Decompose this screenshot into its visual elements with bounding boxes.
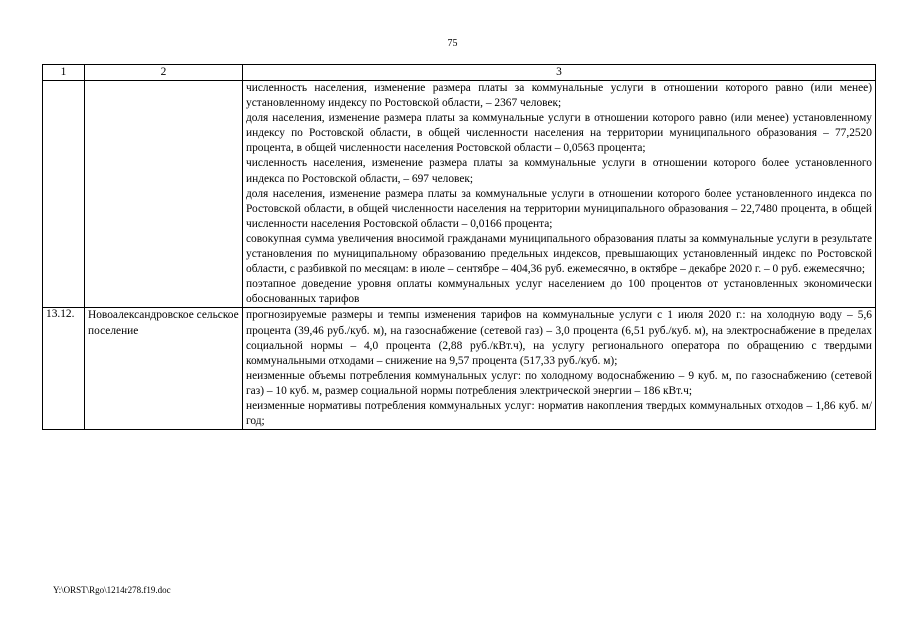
column-header-1: 1 bbox=[43, 65, 85, 81]
column-header-2: 2 bbox=[85, 65, 243, 81]
paragraph: прогнозируемые размеры и темпы изменения тарифов на коммунальные услуги с 1 июля 2020 г.: на холодную воду – 5,6 процента (39,46 руб./куб. м), на газоснабжение (сетевой газ) – 3,0 процента (6,51 руб./куб. м), на электроснабжение в пределах социальной нормы – 4,0 процента (2,88 руб./кВт.ч), на услугу регионального оператора по обращению с твердыми коммунальными отходами – снижение на 9,57 процента (517,33 руб./куб. м); bbox=[246, 309, 872, 367]
document-file-path: Y:\ORST\Rgo\1214r278.f19.doc bbox=[53, 585, 171, 595]
column-header-3: 3 bbox=[243, 65, 876, 81]
paragraph: доля населения, изменение размера платы за коммунальные услуги в отношении которого равно (или менее) установленному индексу по Ростовской области, в общей численности населения на территории муниципального образования – 77,2520 процента, в общей численности населения Ростовской области – 0,0563 процента; bbox=[246, 112, 872, 155]
paragraph: неизменные объемы потребления коммунальных услуг: по холодному водоснабжению – 9 куб. м, по газоснабжению (сетевой газ) – 10 куб. м, размер социальной нормы потребления электрической энергии – 186 кВт.ч; bbox=[246, 369, 872, 397]
settlement-name-cell: Новоалександровское сельское поселение bbox=[85, 308, 243, 430]
paragraph: доля населения, изменение размера платы за коммунальные услуги в отношении которого более установленного индекса по Ростовской области, в общей численности населения на территории муниципального образования – 22,7480 процента, в общей численности населения Ростовской области – 0,0166 процента; bbox=[246, 187, 872, 230]
paragraph: совокупная сумма увеличения вносимой гражданами муниципального образования платы за коммунальные услуги в результате установления по муниципальному образованию предельных индексов, превышающих установленный индекс по Ростовской области, с разбивкой по месяцам: в июле – сентябре – 404,36 руб. ежемесячно, в октябре – декабре 2020 г. – 0 руб. ежемесячно; bbox=[246, 232, 872, 276]
settlement-name-cell bbox=[85, 81, 243, 308]
paragraph: численность населения, изменение размера платы за коммунальные услуги в отношении которого более установленного индекса по Ростовской области, – 697 человек; bbox=[246, 157, 872, 185]
paragraph: неизменные нормативы потребления коммунальных услуг: норматив накопления твердых коммунальных отходов – 1,86 куб. м/год; bbox=[246, 399, 872, 428]
table-row bbox=[43, 81, 876, 308]
row-number-cell bbox=[43, 81, 85, 308]
description-cell bbox=[243, 81, 876, 308]
page-number: 75 bbox=[447, 38, 458, 49]
description-cell bbox=[243, 308, 876, 430]
tariff-table bbox=[42, 64, 876, 430]
row-number-cell: 13.12. bbox=[43, 308, 85, 430]
table-header-row bbox=[43, 65, 876, 81]
paragraph: численность населения, изменение размера платы за коммунальные услуги в отношении которого равно (или менее) установленному индексу по Ростовской области, – 2367 человек; bbox=[246, 82, 872, 110]
paragraph: поэтапное доведение уровня оплаты коммунальных услуг населением до 100 процентов от установленных экономически обоснованных тарифов bbox=[246, 278, 872, 306]
table-row bbox=[43, 308, 876, 430]
